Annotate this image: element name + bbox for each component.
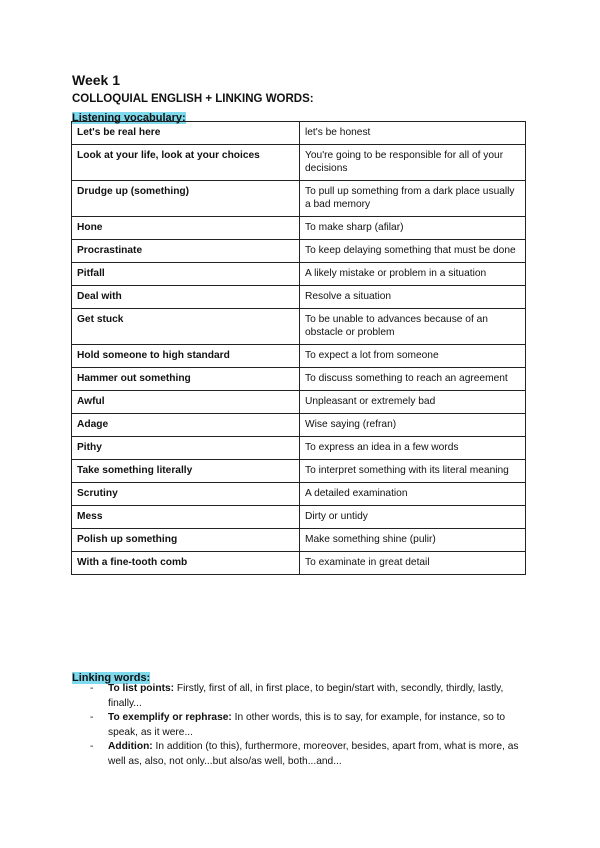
vocabulary-definition: To keep delaying something that must be done [300, 240, 526, 263]
bullet-dash: - [90, 712, 94, 723]
table-row [72, 391, 526, 414]
vocabulary-term: Let's be real here [72, 122, 300, 145]
vocabulary-definition: let's be honest [300, 122, 526, 145]
vocabulary-term: Drudge up (something) [72, 181, 300, 217]
vocabulary-term: Adage [72, 414, 300, 437]
table-row [72, 122, 526, 145]
vocabulary-term: Polish up something [72, 529, 300, 552]
linking-words-list [88, 682, 528, 769]
vocabulary-definition: To make sharp (afilar) [300, 217, 526, 240]
vocabulary-term: Look at your life, look at your choices [72, 145, 300, 181]
table-row [72, 145, 526, 181]
table-row [72, 414, 526, 437]
table-row [72, 309, 526, 345]
linking-category: To exemplify or rephrase: [108, 712, 232, 723]
table-row [72, 529, 526, 552]
vocabulary-definition: To expect a lot from someone [300, 345, 526, 368]
vocabulary-table [71, 121, 526, 575]
bullet-dash: - [90, 683, 94, 694]
table-row [72, 483, 526, 506]
vocabulary-term: Awful [72, 391, 300, 414]
vocabulary-definition: To discuss something to reach an agreement [300, 368, 526, 391]
list-item [88, 682, 528, 711]
vocabulary-term: Pitfall [72, 263, 300, 286]
vocabulary-term: Get stuck [72, 309, 300, 345]
vocabulary-term: Hold someone to high standard [72, 345, 300, 368]
table-row [72, 181, 526, 217]
vocabulary-definition: Resolve a situation [300, 286, 526, 309]
table-row [72, 345, 526, 368]
vocabulary-term: Hammer out something [72, 368, 300, 391]
document-subtitle: COLLOQUIAL ENGLISH + LINKING WORDS: [72, 93, 314, 105]
table-row [72, 240, 526, 263]
vocabulary-definition: To pull up something from a dark place usually a bad memory [300, 181, 526, 217]
vocabulary-definition: A likely mistake or problem in a situation [300, 263, 526, 286]
vocabulary-table-body [72, 122, 526, 575]
vocabulary-definition: You're going to be responsible for all of your decisions [300, 145, 526, 181]
vocabulary-definition: To express an idea in a few words [300, 437, 526, 460]
linking-words: In addition (to this), furthermore, moreover, besides, apart from, what is more, as well as, also, not only...but also/as well, both...and... [108, 741, 519, 767]
vocabulary-term: With a fine-tooth comb [72, 552, 300, 575]
vocabulary-definition: To be unable to advances because of an obstacle or problem [300, 309, 526, 345]
table-row [72, 368, 526, 391]
vocabulary-term: Mess [72, 506, 300, 529]
vocabulary-term: Scrutiny [72, 483, 300, 506]
vocabulary-term: Hone [72, 217, 300, 240]
table-row [72, 460, 526, 483]
table-row [72, 286, 526, 309]
table-row [72, 437, 526, 460]
vocabulary-term: Procrastinate [72, 240, 300, 263]
linking-category: To list points: [108, 683, 175, 694]
vocabulary-definition: To interpret something with its literal meaning [300, 460, 526, 483]
vocabulary-label-highlight: Listening vocabulary: [72, 112, 186, 124]
vocabulary-definition: Wise saying (refran) [300, 414, 526, 437]
bullet-dash: - [90, 741, 94, 752]
table-row [72, 217, 526, 240]
vocabulary-definition: To examinate in great detail [300, 552, 526, 575]
table-row [72, 552, 526, 575]
linking-category: Addition: [108, 741, 153, 752]
vocabulary-definition: Dirty or untidy [300, 506, 526, 529]
list-item [88, 711, 528, 740]
vocabulary-term: Deal with [72, 286, 300, 309]
vocabulary-term: Take something literally [72, 460, 300, 483]
vocabulary-term: Pithy [72, 437, 300, 460]
linking-words: In other words, this is to say, for example, for instance, so to speak, as it were... [108, 712, 506, 738]
table-row [72, 263, 526, 286]
linking-label-highlight: Linking words: [72, 672, 151, 684]
week-heading: Week 1 [72, 72, 120, 88]
vocabulary-definition: Unpleasant or extremely bad [300, 391, 526, 414]
vocabulary-definition: A detailed examination [300, 483, 526, 506]
vocabulary-definition: Make something shine (pulir) [300, 529, 526, 552]
linking-words: Firstly, first of all, in first place, to begin/start with, secondly, thirdly, lastly, finally... [108, 683, 504, 709]
table-row [72, 506, 526, 529]
list-item [88, 740, 528, 769]
